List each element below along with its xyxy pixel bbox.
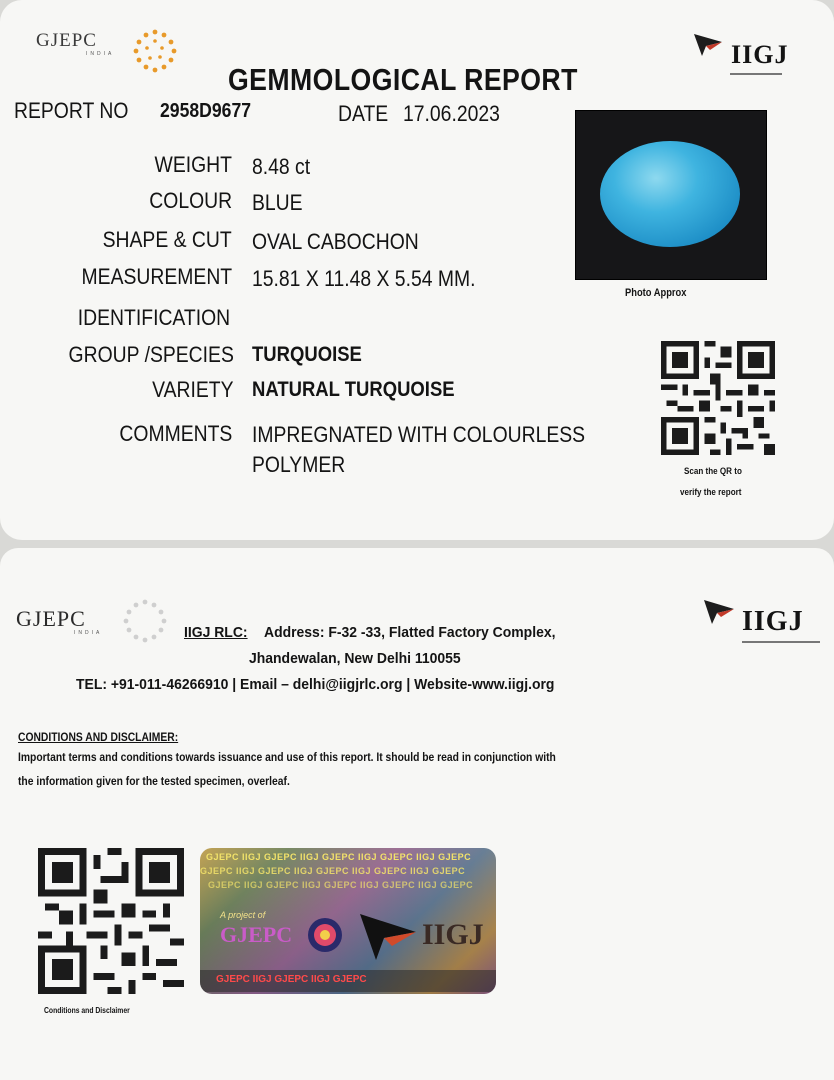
iigj-logo-back-text: IIGJ xyxy=(742,606,804,637)
iigj-emblem-icon xyxy=(692,30,726,58)
iigj-logo-underline xyxy=(730,73,782,75)
conditions-qr-caption: Conditions and Disclaimer xyxy=(44,1006,130,1015)
hologram-top-strip-2: GJEPC IIGJ GJEPC IIGJ GJEPC IIGJ GJEPC IIGJ GJEPC xyxy=(200,866,466,876)
iigj-emblem-back-icon xyxy=(702,596,738,626)
colour-value: BLUE xyxy=(252,190,303,215)
report-no-value: 2958D9677 xyxy=(160,100,252,122)
date-value: 17.06.2023 xyxy=(403,101,500,126)
variety-value: NATURAL TURQUOISE xyxy=(252,378,455,401)
shape-cut-label: SHAPE & CUT xyxy=(102,227,232,252)
comments-label: COMMENTS xyxy=(119,421,232,446)
qr-caption-line2: verify the report xyxy=(680,487,742,498)
verify-qr-code[interactable] xyxy=(661,341,775,455)
hologram-emblem-icon xyxy=(356,906,420,962)
report-title: GEMMOLOGICAL REPORT xyxy=(228,62,578,97)
hologram-gjepc-text: GJEPC xyxy=(220,922,293,947)
group-species-label: GROUP /SPECIES xyxy=(68,342,234,367)
conditions-line1: Important terms and conditions towards issuance and use of this report. It should be read in conjunction with xyxy=(18,750,556,764)
gjepc-sunburst-back-icon xyxy=(120,596,170,646)
conditions-qr-code[interactable] xyxy=(38,848,184,994)
address-line2: Jhandewalan, New Delhi 110055 xyxy=(249,650,461,667)
hologram-top-strip: GJEPC IIGJ GJEPC IIGJ GJEPC IIGJ GJEPC IIGJ GJEPC xyxy=(206,852,472,862)
gjepc-logo-back-text: GJEPC xyxy=(16,606,86,631)
photo-caption: Photo Approx xyxy=(625,287,687,299)
weight-label: WEIGHT xyxy=(154,152,232,177)
hologram-top-strip-3: GJEPC IIGJ GJEPC IIGJ GJEPC IIGJ GJEPC IIGJ GJEPC xyxy=(208,880,474,890)
conditions-heading: CONDITIONS AND DISCLAIMER: xyxy=(18,730,179,744)
gjepc-logo-text: GJEPC xyxy=(36,30,97,51)
identification-label: IDENTIFICATION xyxy=(77,305,230,330)
security-hologram xyxy=(200,848,496,994)
colour-label: COLOUR xyxy=(149,188,232,213)
variety-label: VARIETY xyxy=(152,377,234,402)
hologram-bottom-strip: GJEPC IIGJ GJEPC IIGJ GJEPC xyxy=(216,974,367,985)
gjepc-logo-back-sub: INDIA xyxy=(74,630,103,636)
conditions-line2: the information given for the tested specimen, overleaf. xyxy=(18,774,290,788)
group-species-value: TURQUOISE xyxy=(252,343,362,366)
gjepc-logo-back xyxy=(16,606,102,636)
comments-value-line1: IMPREGNATED WITH COLOURLESS xyxy=(252,422,586,447)
shape-cut-value: OVAL CABOCHON xyxy=(252,229,419,254)
measurement-value: 15.81 X 11.48 X 5.54 MM. xyxy=(252,266,476,291)
hologram-flower-icon xyxy=(306,916,344,954)
comments-value-line2: POLYMER xyxy=(252,452,346,477)
address-label: IIGJ RLC: xyxy=(184,624,248,641)
report-no-label: REPORT NO xyxy=(14,98,129,123)
hologram-project-text: A project of xyxy=(220,910,266,920)
weight-value: 8.48 ct xyxy=(252,154,311,179)
gjepc-logo-sub: INDIA xyxy=(86,51,115,57)
qr-caption-line1: Scan the QR to xyxy=(684,466,742,477)
contact-line: TEL: +91-011-46266910 | Email – delhi@iigjrlc.org | Website-www.iigj.org xyxy=(76,676,555,693)
hologram-iigj-text: IIGJ xyxy=(422,918,484,951)
gjepc-logo xyxy=(36,30,114,57)
measurement-label: MEASUREMENT xyxy=(81,264,232,289)
date-label: DATE xyxy=(338,101,389,126)
turquoise-stone-image xyxy=(600,141,740,247)
address-line1: Address: F-32 -33, Flatted Factory Complex, xyxy=(264,624,556,641)
report-back-card xyxy=(0,548,834,1080)
iigj-logo-text: IIGJ xyxy=(731,40,789,69)
stone-photo xyxy=(575,110,767,280)
gjepc-sunburst-icon xyxy=(130,26,180,76)
iigj-logo-back-underline xyxy=(742,641,820,643)
